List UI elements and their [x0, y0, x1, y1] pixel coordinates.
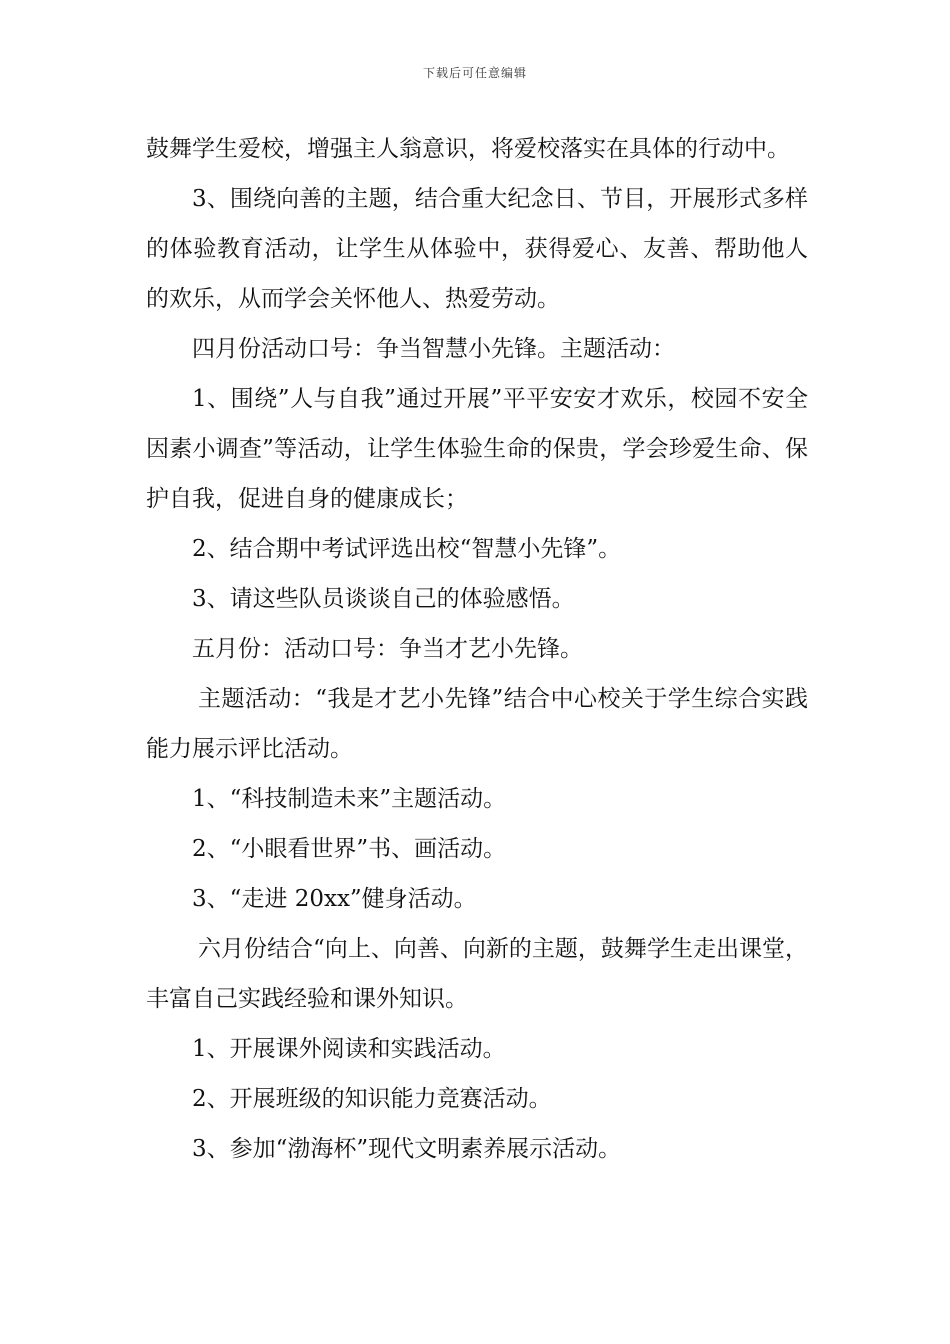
page-header: 下载后可任意编辑	[422, 66, 527, 80]
paragraph-2: 3、围绕向善的主题，结合重大纪念日、节目，开展形式多样的体验教育活动，让学生从体验中，获得爱心、友善、帮助他人的欢乐，从而学会关怀他人、热爱劳动。	[146, 186, 808, 312]
paragraph-14: 2、开展班级的知识能力竞赛活动。	[192, 1086, 552, 1112]
paragraph-5: 2、结合期中考试评选出校“智慧小先锋”。	[192, 536, 622, 562]
paragraph-1: 鼓舞学生爱校，增强主人翁意识，将爱校落实在具体的行动中。	[146, 136, 790, 162]
paragraph-4: 1、围绕”人与自我”通过开展”平平安安才欢乐，校园不安全因素小调查”等活动，让学生体验生命的保贵，学会珍爱生命、保护自我，促进自身的健康成长；	[146, 386, 808, 512]
paragraph-15: 3、参加“渤海杯”现代文明素养展示活动。	[192, 1136, 622, 1162]
paragraph-13: 1、开展课外阅读和实践活动。	[192, 1036, 506, 1062]
document-body	[146, 124, 808, 1174]
paragraph-11: 3、“走进 20xx”健身活动。	[192, 886, 477, 912]
paragraph-9: 1、“科技制造未来”主题活动。	[192, 786, 507, 812]
paragraph-7: 五月份：活动口号：争当才艺小先锋。	[192, 636, 583, 662]
paragraph-8: 主题活动：“我是才艺小先锋”结合中心校关于学生综合实践能力展示评比活动。	[146, 686, 808, 762]
paragraph-3: 四月份活动口号：争当智慧小先锋。主题活动：	[192, 336, 675, 362]
paragraph-12: 六月份结合“向上、向善、向新的主题，鼓舞学生走出课堂，丰富自己实践经验和课外知识。	[146, 936, 808, 1012]
paragraph-6: 3、请这些队员谈谈自己的体验感悟。	[192, 586, 575, 612]
paragraph-10: 2、“小眼看世界”书、画活动。	[192, 836, 507, 862]
